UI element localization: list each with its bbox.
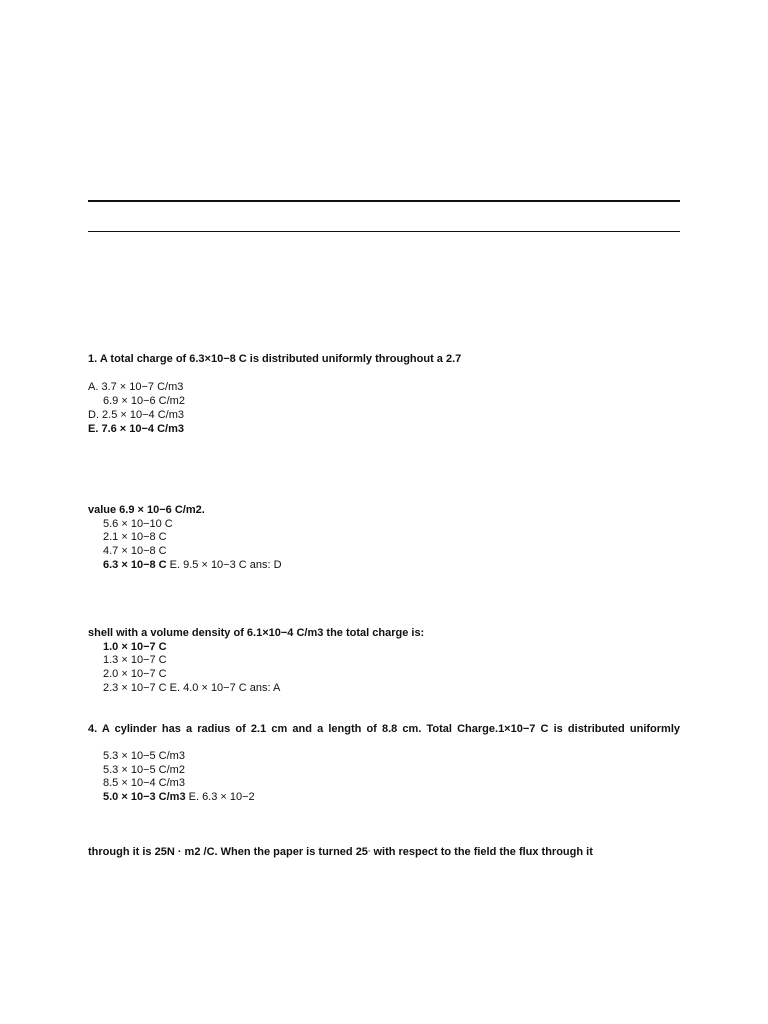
question-2-answer-option: 6.3 × 10−8 C [103, 559, 167, 571]
question-5-text-end: with respect to the field the flux through it [370, 846, 593, 858]
question-3-option: 2.3 × 10−7 C E. 4.0 × 10−7 C ans: A [103, 682, 281, 694]
question-4-text: 4. A cylinder has a radius of 2.1 cm and a length of 8.8 cm. Total Charge.1×10−7 C is distributed uniformly [88, 723, 680, 735]
question-1-option-a: A. 3.7 × 10−7 C/m3 [88, 381, 184, 393]
degree-mark: ◦ [367, 848, 371, 855]
question-2-option: 4.7 × 10−8 C [103, 545, 167, 557]
question-5-text-start: through it is 25N · m2 /C. When the paper is turned 25 [88, 846, 368, 858]
question-4-option: 5.3 × 10−5 C/m3 [103, 750, 185, 762]
question-3-option: 1.0 × 10−7 C [103, 641, 167, 653]
question-1-option-d: D. 2.5 × 10−4 C/m3 [88, 409, 184, 421]
header-rule-thin [88, 231, 680, 232]
question-1-text: 1. A total charge of 6.3×10−8 C is distributed uniformly throughout a 2.7 [88, 353, 462, 365]
question-5-text [88, 846, 593, 859]
question-3-option: 2.0 × 10−7 C [103, 668, 167, 680]
question-2-option: 5.6 × 10−10 C [103, 518, 173, 530]
question-4-option: 8.5 × 10−4 C/m3 [103, 777, 185, 789]
header-rule-thick [88, 200, 680, 202]
question-4-option-tail: E. 6.3 × 10−2 [185, 791, 255, 803]
question-2-option-last [103, 559, 282, 572]
question-2-option: 2.1 × 10−8 C [103, 531, 167, 543]
question-1-option: 6.9 × 10−6 C/m2 [103, 395, 185, 407]
question-4-answer-option: 5.0 × 10−3 C/m3 [103, 791, 186, 803]
question-4-option: 5.3 × 10−5 C/m2 [103, 764, 185, 776]
question-4-option-last [103, 791, 255, 804]
question-2-option-tail: E. 9.5 × 10−3 C ans: D [166, 559, 282, 571]
question-2-text: value 6.9 × 10−6 C/m2. [88, 504, 205, 516]
question-3-option: 1.3 × 10−7 C [103, 654, 167, 666]
question-3-text: shell with a volume density of 6.1×10−4 C/m3 the total charge is: [88, 627, 425, 639]
question-1-option-e: E. 7.6 × 10−4 C/m3 [88, 423, 185, 435]
